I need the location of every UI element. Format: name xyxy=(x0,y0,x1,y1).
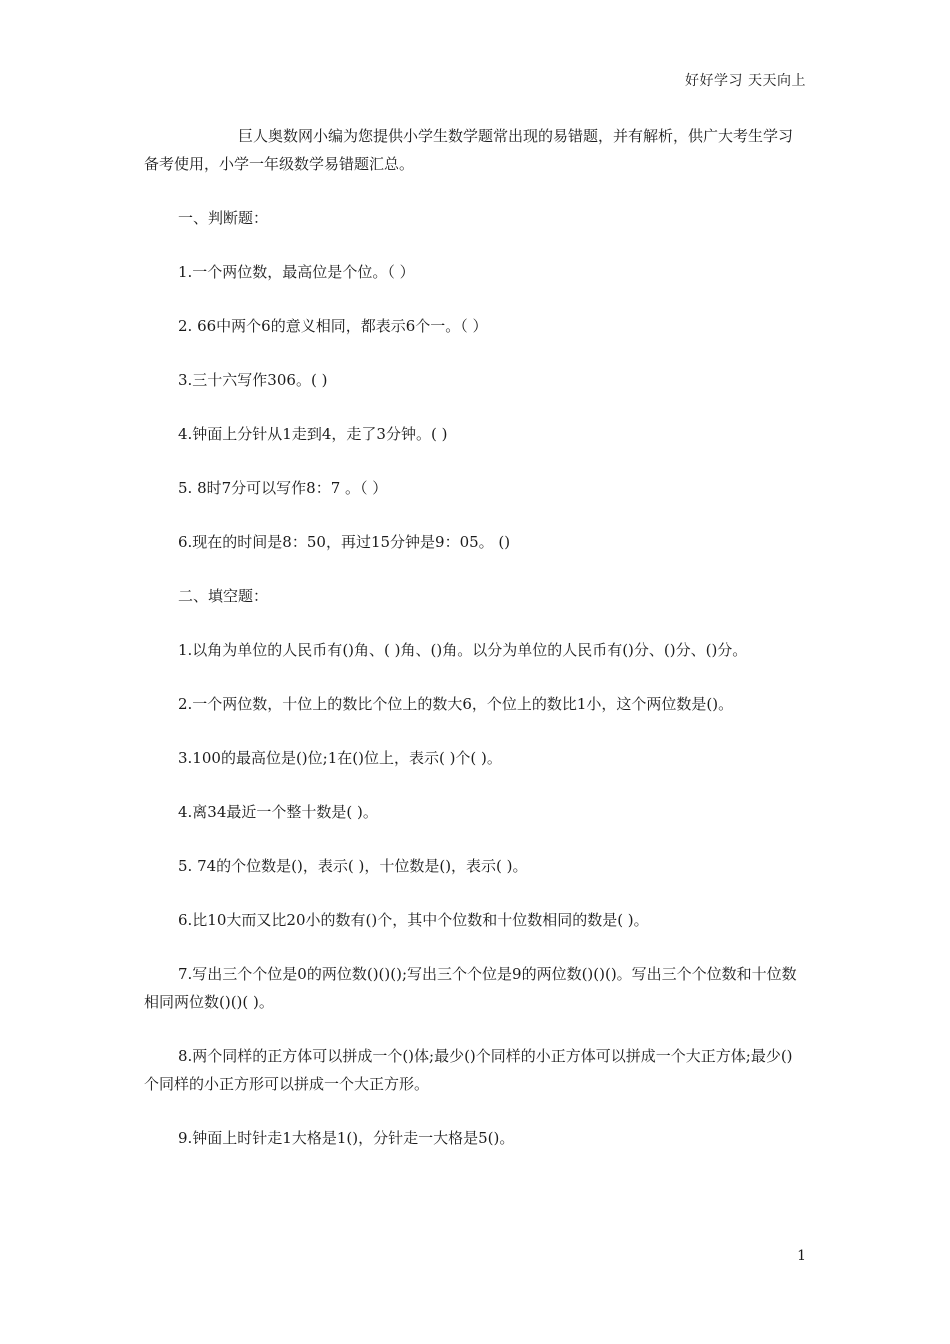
section-heading: 二、填空题： xyxy=(178,587,269,605)
page-number: 1 xyxy=(797,1248,806,1264)
question-item: 4.钟面上分针从1走到4，走了3分钟。( ) xyxy=(178,425,448,443)
section-judgment xyxy=(144,204,806,556)
question-item: 2.一个两位数，十位上的数比个位上的数大6，个位上的数比1小，这个两位数是()。 xyxy=(178,695,734,713)
document-body xyxy=(144,122,806,1152)
question-item: 4.离34最近一个整十数是( )。 xyxy=(178,803,378,821)
question-item: 1.一个两位数，最高位是个位。（ ） xyxy=(178,263,415,281)
question-item: 3.100的最高位是()位;1在()位上，表示( )个( )。 xyxy=(178,749,502,767)
question-item: 7.写出三个个位是0的两位数()()();写出三个个位是9的两位数()()()。写出三个个位数和十位数相同两位数()()( )。 xyxy=(144,965,797,1011)
question-item: 6.比10大而又比20小的数有()个，其中个位数和十位数相同的数是( )。 xyxy=(178,911,649,929)
section-fill-in xyxy=(144,582,806,1152)
section-heading: 一、判断题： xyxy=(178,209,269,227)
question-item: 2. 66中两个6的意义相同，都表示6个一。（ ） xyxy=(178,317,488,335)
question-item: 1.以角为单位的人民币有()角、( )角、()角。以分为单位的人民币有()分、()分、()分。 xyxy=(178,641,748,659)
intro-paragraph: 巨人奥数网小编为您提供小学生数学题常出现的易错题，并有解析，供广大考生学习备考使用，小学一年级数学易错题汇总。 xyxy=(144,127,794,173)
question-item: 5. 8时7分可以写作8：7 。（ ） xyxy=(178,479,388,497)
page-header: 好好学习 天天向上 xyxy=(685,73,806,89)
question-item: 8.两个同样的正方体可以拼成一个()体;最少()个同样的小正方体可以拼成一个大正方体;最少()个同样的小正方形可以拼成一个大正方形。 xyxy=(144,1047,793,1093)
question-item: 6.现在的时间是8：50，再过15分钟是9：05。 () xyxy=(178,533,511,551)
question-item: 5. 74的个位数是()，表示( )，十位数是()，表示( )。 xyxy=(178,857,528,875)
question-item: 9.钟面上时针走1大格是1()，分针走一大格是5()。 xyxy=(178,1129,515,1147)
question-item: 3.三十六写作306。( ) xyxy=(178,371,328,389)
